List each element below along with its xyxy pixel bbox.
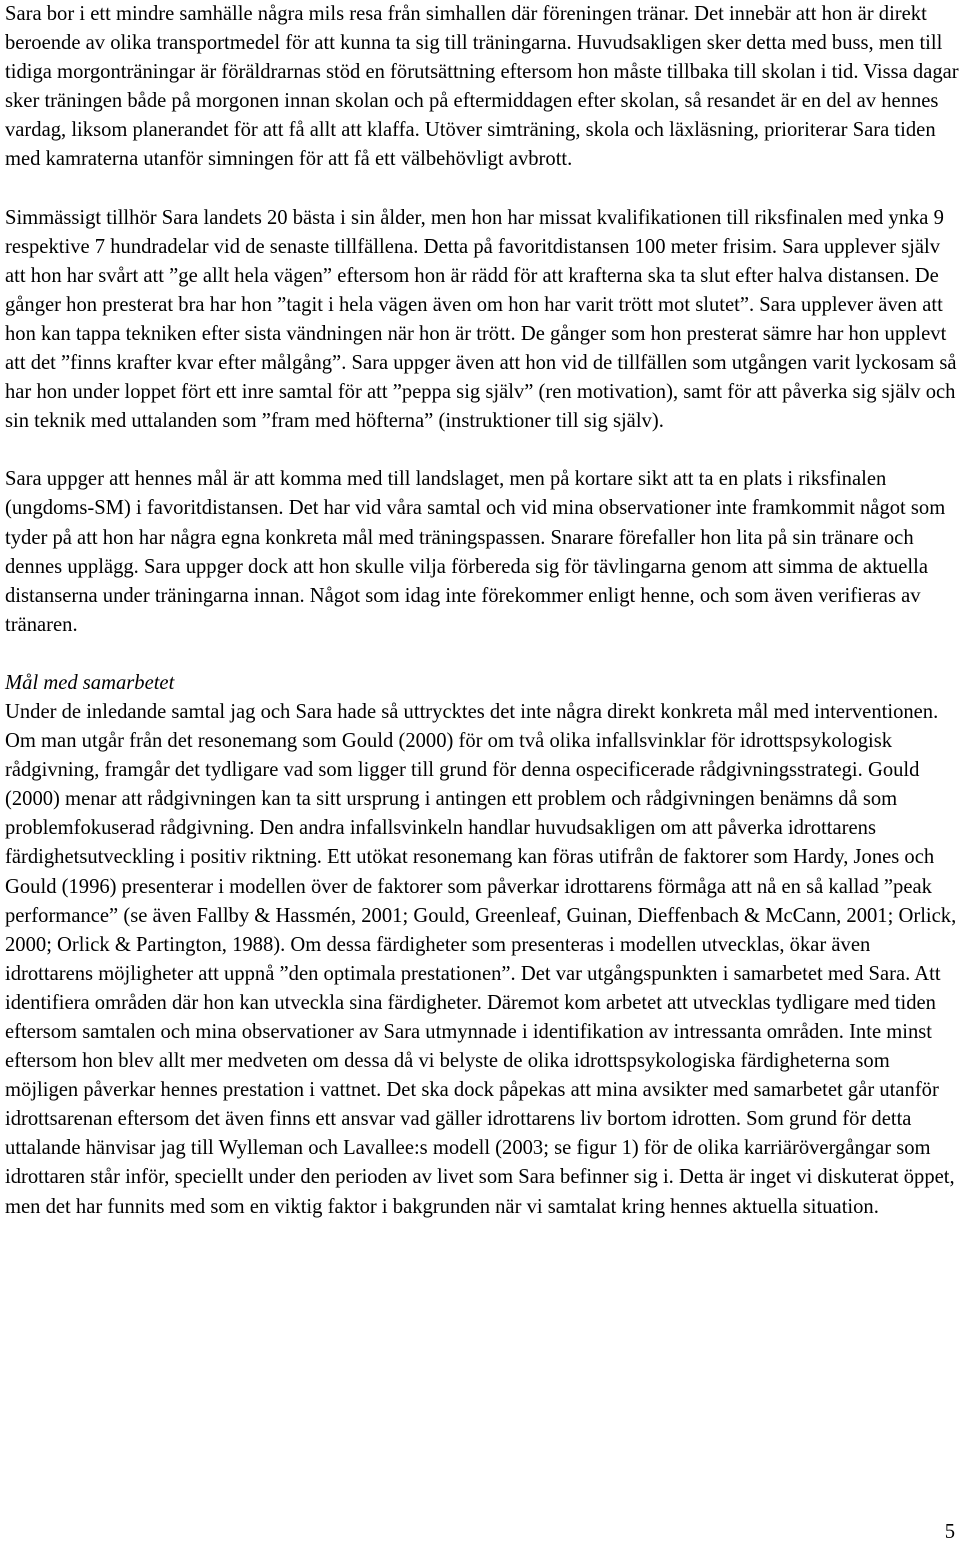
paragraph-2: Simmässigt tillhör Sara landets 20 bästa i sin ålder, men hon har missat kvalifikationen till riksfinalen med ynka 9 respektive 7 hundradelar vid de senaste tillfällena. Detta på favoritdistansen 100 meter frisim. Sara upplever själv att hon har svårt att ”ge allt hela vägen” eftersom hon är rädd för att krafterna ska ta slut efter halva distansen. De gånger hon presterat bra har hon ”tagit i hela vägen även om hon har varit trött mot slutet”. Sara upplever även att hon kan tappa tekniken efter sista vändningen när hon är trött. De gånger som hon presterat sämre har hon upplevt att det ”finns krafter kvar efter målgång”. Sara uppger även att hon vid de tillfällen som utgången varit lyckosam så har hon under loppet fört ett inre samtal för att ”peppa sig själv” (ren motivation), samt för att påverka sig själv och sin teknik med uttalanden som ”fram med höfterna” (instruktioner till sig själv). (5, 206, 957, 433)
page-number: 5 (944, 1521, 955, 1543)
paragraph-1: Sara bor i ett mindre samhälle några mils resa från simhallen där föreningen tränar. Det innebär att hon är direkt beroende av olika transportmedel för att kunna ta sig till träningarna. Huvudsakligen sker detta med buss, men till tidiga morgonträningar är föräldrarnas stöd en förutsättning eftersom hon måste tillbaka till skolan i tid. Vissa dagar sker träningen både på morgonen innan skolan och på eftermiddagen efter skolan, så resandet är en del av hennes vardag, liksom planerandet för att få allt att klaffa. Utöver simträning, skola och läxläsning, prioriterar Sara tiden med kamraterna utanför simningen för att få ett välbehövligt avbrott. (5, 3, 959, 171)
section-paragraph: Under de inledande samtal jag och Sara hade så uttrycktes det inte några direkt konkreta mål med interventionen. Om man utgår från det resonemang som Gould (2000) för om två olika infallsvinklar för idrottspsykologisk rådgivning, framgår det tydligare vad som ligger till grund för denna ospecificerade rådgivningsstrategi. Gould (2000) menar att rådgivningen kan ta sitt ursprung i antingen ett problem och rådgivningen benämns då som problemfokuserad rådgivning. Den andra infallsvinkeln handlar huvudsakligen om att påverka idrottarens färdighetsutveckling i positiv riktning. Ett utökat resonemang kan föras utifrån de faktorer som Hardy, Jones och Gould (1996) presenterar i modellen över de faktorer som påverkar idrottarens förmåga att nå en så kallad ”peak performance” (se även Fallby & Hassmén, 2001; Gould, Greenleaf, Guinan, Dieffenbach & McCann, 2001; Orlick, 2000; Orlick & Partington, 1988). Om dessa färdigheter som presenteras i modellen utvecklas, ökar även idrottarens möjligheter att uppnå ”den optimala prestationen”. Det var utgångspunkten i samarbetet med Sara. Att identifiera områden där hon kan utveckla sina färdigheter. Däremot kom arbetet att utvecklas tydligare med tiden eftersom samtalen och mina observationer av Sara utmynnade i identifikation av intressanta områden. Inte minst eftersom hon blev allt mer medveten om dessa då vi belyste de olika idrottspsykologiska färdigheterna som möjligen påverkar hennes prestation i vattnet. Det ska dock påpekas att mina avsikter med samarbetet går utanför idrottsarenan eftersom det även finns ett ansvar vad gäller idrottarens liv bortom idrotten. Som grund för detta uttalande hänvisar jag till Wylleman och Lavallee:s modell (2003; se figur 1) för de olika karriärövergångar som idrottaren står inför, speciellt under den perioden av livet som Sara befinner sig i. Detta är inget vi diskuterat öppet, men det har funnits med som en viktig faktor i bakgrunden när vi samtalat kring hennes aktuella situation. (5, 700, 957, 1218)
section-mal-med-samarbetet (5, 669, 959, 1222)
paragraph-3: Sara uppger att hennes mål är att komma med till landslaget, men på kortare sikt att ta en plats i riksfinalen (ungdoms-SM) i favoritdistansen. Det har vid våra samtal och vid mina observationer inte framkommit något som tyder på att hon har några egna konkreta mål med träningspassen. Snarare förefaller hon lita på sin tränare och dennes upplägg. Sara uppger dock att hon skulle vilja förbereda sig för tävlingarna genom att simma de aktuella distanserna under träningarna innan. Något som idag inte förekommer enligt henne, och som även verifieras av tränaren. (5, 468, 946, 636)
document-page (5, 0, 959, 1222)
section-heading: Mål med samarbetet (5, 671, 175, 694)
